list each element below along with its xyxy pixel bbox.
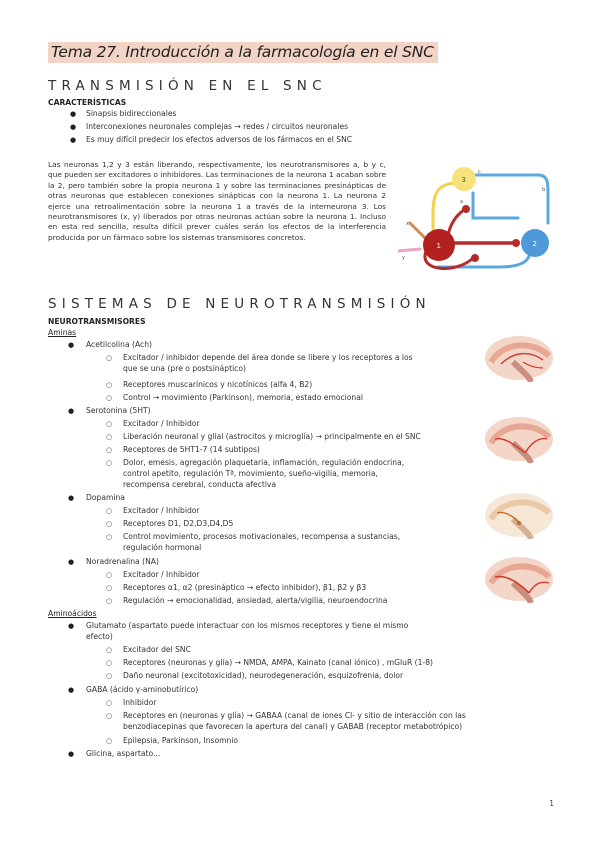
sub-bullet: ○ [106, 420, 113, 428]
list-item: Excitador / Inhibidor [123, 506, 200, 515]
sub-bullet: ○ [106, 433, 113, 441]
aminoacidos-label: Aminoácidos [48, 609, 97, 618]
list-item: Interconexiones neuronales complejas → redes / circuitos neuronales [86, 122, 349, 131]
list-item: control apetito, regulación Tª, movimiento, sueño-vigilia, memoria, [123, 469, 378, 478]
list-item: efecto) [86, 632, 113, 641]
neuron-3-label: 3 [461, 176, 466, 184]
brain-ach-pathway-image [483, 332, 555, 382]
list-item: Receptores muscarínicos y nicotínicos (alfa 4, B2) [123, 380, 313, 389]
nt-glicina: Glicina, aspartato... [86, 749, 161, 758]
sub-bullet: ○ [106, 712, 113, 720]
list-item: Receptores D1, D2,D3,D4,D5 [123, 519, 234, 528]
neuron-2-label: 2 [532, 240, 537, 248]
sub-bullet: ○ [106, 459, 113, 467]
title-block [48, 42, 438, 63]
label-c: c [478, 169, 481, 175]
sub-bullet: ○ [106, 507, 113, 515]
nt-glutamato: Glutamato (aspartato puede interactuar con los mismos receptores y tiene el mismo [86, 621, 409, 630]
neuron2-axon-top [470, 175, 548, 223]
list-item: Dolor, emesis, agregación plaquetaria, inflamación, regulación endocrina, [123, 458, 405, 467]
caracteristicas-heading: CARACTERÍSTICAS [48, 98, 127, 107]
list-item: benzodiacepinas que favorecen la apertura del canal) y GABAB (receptor metabotrópico) [123, 722, 463, 731]
sub-bullet: ○ [106, 446, 113, 454]
sub-bullet: ○ [106, 659, 113, 667]
input-y [398, 249, 420, 251]
list-item: Excitador / Inhibidor [123, 419, 200, 428]
sub-bullet: ○ [106, 672, 113, 680]
list-item: Regulación → emocionalidad, ansiedad, alerta/vigilia, neuroendocrina [123, 596, 388, 605]
sub-bullet: ○ [106, 646, 113, 654]
sub-bullet: ○ [106, 571, 113, 579]
nt-noradrenalina: Noradrenalina (NA) [86, 557, 159, 566]
sub-bullet: ○ [106, 381, 113, 389]
terminal [471, 254, 479, 262]
label-y: y [402, 255, 405, 261]
list-item: Liberación neuronal y glial (astrocitos y microglía) → principalmente en el SNC [123, 432, 421, 441]
list-item: Excitador / Inhibidor [123, 570, 200, 579]
neuron-network-diagram [398, 163, 566, 280]
input-x [410, 223, 426, 239]
section-heading-transmision: TRANSMISIÓN EN EL SNC [48, 78, 327, 94]
sub-bullet: ○ [106, 699, 113, 707]
list-item: Receptores de 5HT1-7 (14 subtipos) [123, 445, 260, 454]
sub-bullet: ○ [106, 584, 113, 592]
terminal [462, 205, 470, 213]
sub-bullet: ○ [106, 597, 113, 605]
bullet: ● [68, 341, 75, 349]
sub-bullet: ○ [106, 533, 113, 541]
page-number: 1 [549, 799, 554, 808]
list-item: Receptores en (neuronas y glía) → GABAA (canal de iones Cl- y sitio de interacción con las [123, 711, 466, 720]
bullet: ● [70, 136, 77, 144]
list-item: Epilepsia, Parkinson, Insomnio [123, 736, 239, 745]
brain-5ht-pathway-image [483, 413, 555, 463]
nt-5ht: Serotonina (5HT) [86, 406, 151, 415]
list-item: Sinapsis bidireccionales [86, 109, 177, 118]
neuron-1-label: 1 [436, 242, 441, 250]
list-item: Control movimiento, procesos motivacionales, recompensa a sustancias, [123, 532, 401, 541]
sub-bullet: ○ [106, 394, 113, 402]
bullet: ● [68, 494, 75, 502]
sub-bullet: ○ [106, 737, 113, 745]
section-heading-sistemas: SISTEMAS DE NEUROTRANSMISIÓN [48, 296, 431, 312]
bullet: ● [70, 110, 77, 118]
list-item: regulación hormonal [123, 543, 202, 552]
bullet: ● [68, 407, 75, 415]
list-item: Receptores α1, α2 (presináptico → efecto inhibidor), β1, β2 y β3 [123, 583, 367, 592]
aminas-label: Aminas [48, 328, 77, 337]
list-item: recompensa cerebral, conducta afectiva [123, 480, 277, 489]
list-item: Es muy difícil predecir los efectos adversos de los fármacos en el SNC [86, 135, 353, 144]
sub-bullet: ○ [106, 354, 113, 362]
network-paragraph: Las neuronas 1,2 y 3 están liberando, respectivamente, los neurotransmisores a, b y c, que pueden ser excitadores o inhibidores. Las terminaciones de la neurona 1 acaban sobre la 2, pero también sobre la propia neurona 1 y sobre las terminaciones presinápticas de otras neuronas que establecen conexiones sinápticas con la neurona 1. La neurona 2 ejerce una retroalimentación sobre la neurona 1 a través de la interneurona 3. Los neurotransmisores (x, y) liberados por otras neuronas actúan sobre la neurona 1. Incluso en esta red sencilla, resulta difícil prever cuáles serán los efectos de la interferencia producida por un fármaco sobre los sistemas transmisores concretos. [48, 160, 386, 242]
brain-na-pathway-image [483, 553, 555, 603]
list-item: que se una (pre o postsináptico) [123, 364, 246, 373]
nt-ach: Acetilcolina (Ach) [86, 340, 153, 349]
list-item: Receptores (neuronas y glía) → NMDA, AMPA, Kainato (canal iónico) , mGluR (1-8) [123, 658, 433, 667]
label-x: x [406, 221, 409, 227]
list-item: Excitador del SNC [123, 645, 191, 654]
brain-dopamine-pathway-image [483, 489, 555, 539]
page-title: Tema 27. Introducción a la farmacología en el SNC [48, 42, 438, 63]
bullet: ● [68, 558, 75, 566]
bullet: ● [68, 750, 75, 758]
list-item: Daño neuronal (excitotoxicidad), neurodegeneración, esquizofrenia, dolor [123, 671, 404, 680]
list-item: Excitador / inhibidor depende del área donde se libere y los receptores a los [123, 353, 413, 362]
nt-dopamina: Dopamina [86, 493, 125, 502]
list-item: Control → movimiento (Parkinson), memoria, estado emocional [123, 393, 364, 402]
sub-bullet: ○ [106, 520, 113, 528]
neuron2-link [473, 193, 518, 218]
label-b: b [542, 187, 546, 193]
terminal [512, 239, 520, 247]
label-a: a [460, 199, 464, 205]
list-item: Inhibidor [123, 698, 157, 707]
neurotransmisores-heading: NEUROTRANSMISORES [48, 317, 146, 326]
bullet: ● [68, 622, 75, 630]
bullet: ● [70, 123, 77, 131]
bullet: ● [68, 686, 75, 694]
nt-gaba: GABA (ácido γ-aminobutírico) [86, 685, 199, 694]
